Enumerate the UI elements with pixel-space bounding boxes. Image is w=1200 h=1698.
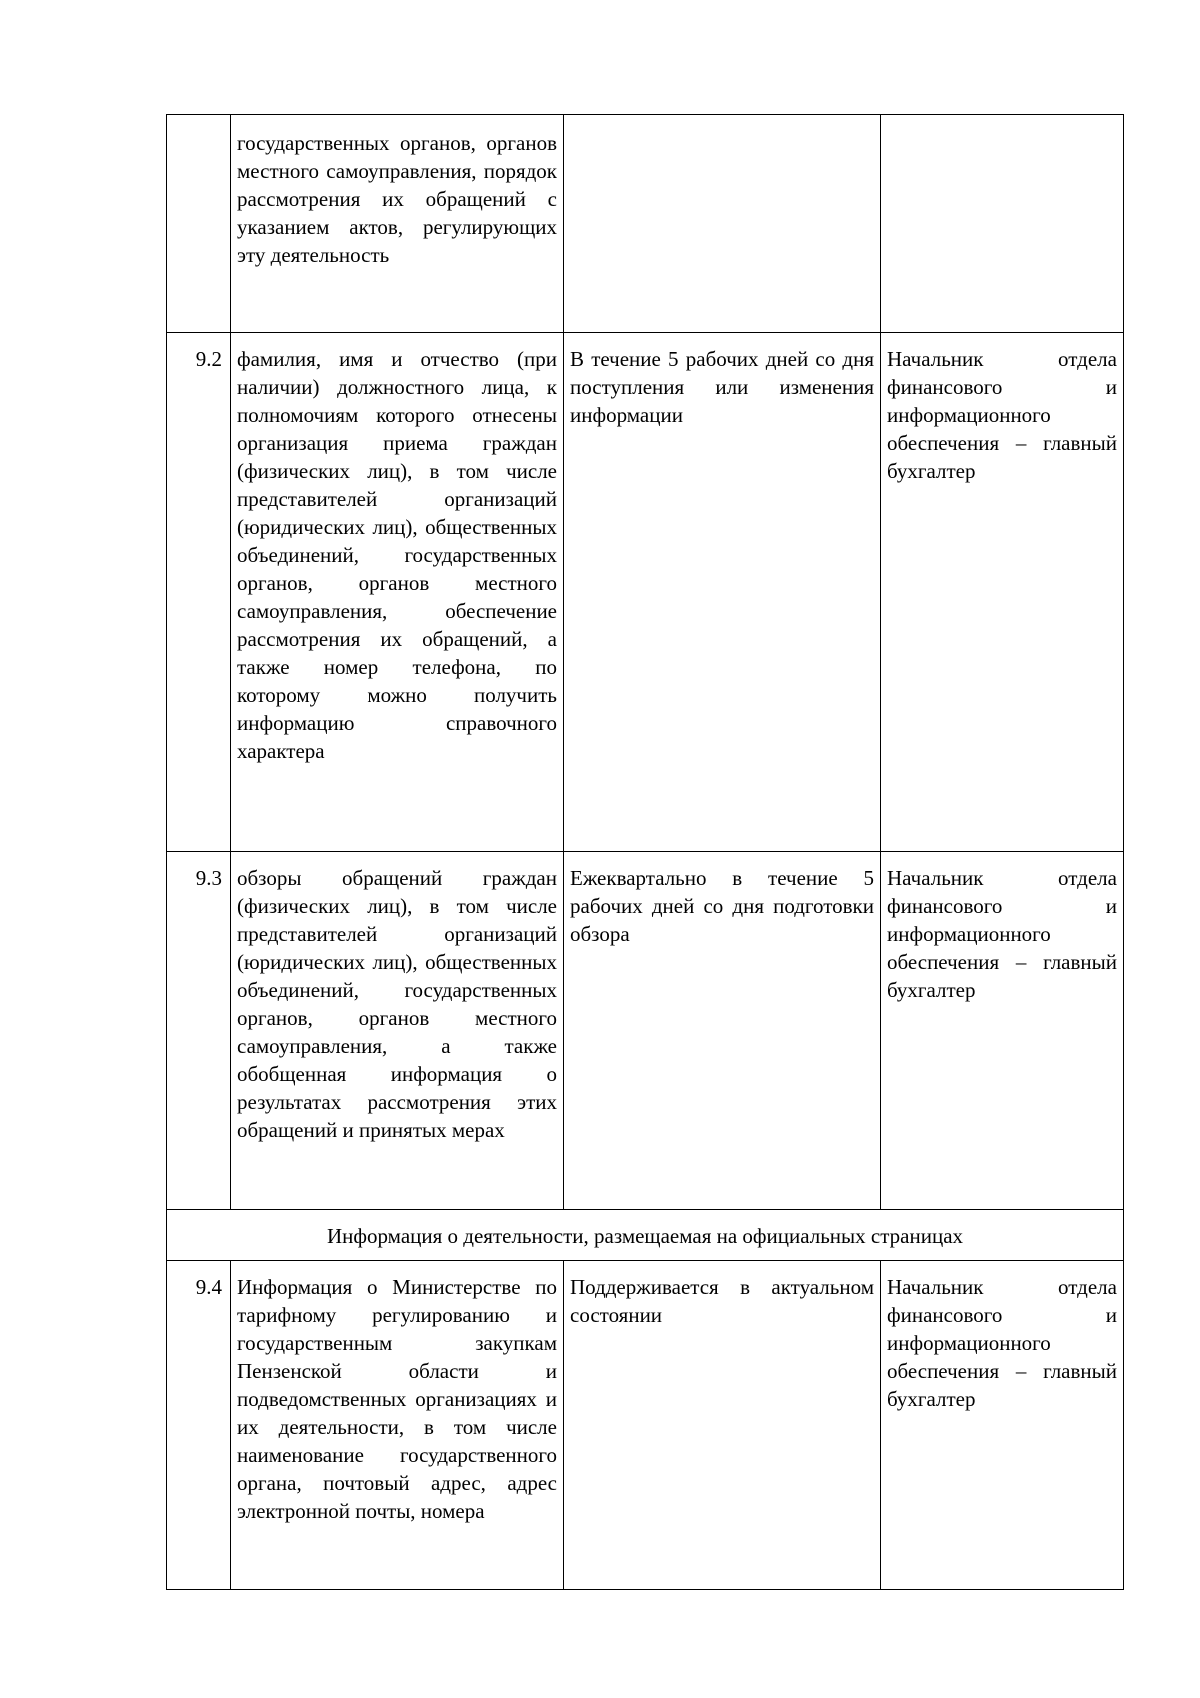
row-number-cell: [167, 115, 231, 333]
document-table: [166, 114, 1124, 1590]
section-heading-row: [167, 1210, 1124, 1261]
row-number-cell: 9.3: [167, 852, 231, 1210]
info-content-cell: обзоры обращений граждан (физических лиц), в том числе представителей организаций (юридических лиц), общественных объединений, государственных органов, органов местного самоуправления, а также обобщенная информация о результатах рассмотрения этих обращений и принятых мерах: [231, 852, 564, 1210]
responsible-cell: Начальник отдела финансового и информационного обеспечения – главный бухгалтер: [881, 852, 1124, 1210]
table-row: [167, 1261, 1124, 1590]
deadline-cell: Поддерживается в актуальном состоянии: [564, 1261, 881, 1590]
row-number-cell: 9.2: [167, 333, 231, 852]
deadline-cell: Ежеквартально в течение 5 рабочих дней со дня подготовки обзора: [564, 852, 881, 1210]
responsible-cell: Начальник отдела финансового и информационного обеспечения – главный бухгалтер: [881, 333, 1124, 852]
info-content-cell: фамилия, имя и отчество (при наличии) должностного лица, к полномочиям которого отнесены организация приема граждан (физических лиц), в том числе представителей организаций (юридических лиц), общественных объединений, государственных органов, органов местного самоуправления, обеспечение рассмотрения их обращений, а также номер телефона, по которому можно получить информацию справочного характера: [231, 333, 564, 852]
table-row: [167, 852, 1124, 1210]
info-content-cell: Информация о Министерстве по тарифному регулированию и государственным закупкам Пензенской области и подведомственных организациях и их деятельности, в том числе наименование государственного органа, почтовый адрес, адрес электронной почты, номера: [231, 1261, 564, 1590]
deadline-cell: В течение 5 рабочих дней со дня поступления или изменения информации: [564, 333, 881, 852]
responsible-cell: Начальник отдела финансового и информационного обеспечения – главный бухгалтер: [881, 1261, 1124, 1590]
section-heading: Информация о деятельности, размещаемая на официальных страницах: [167, 1210, 1124, 1261]
table-row: [167, 115, 1124, 333]
info-content-cell: государственных органов, органов местного самоуправления, порядок рассмотрения их обращений с указанием актов, регулирующих эту деятельность: [231, 115, 564, 333]
table-row: [167, 333, 1124, 852]
row-number-cell: 9.4: [167, 1261, 231, 1590]
deadline-cell: [564, 115, 881, 333]
responsible-cell: [881, 115, 1124, 333]
